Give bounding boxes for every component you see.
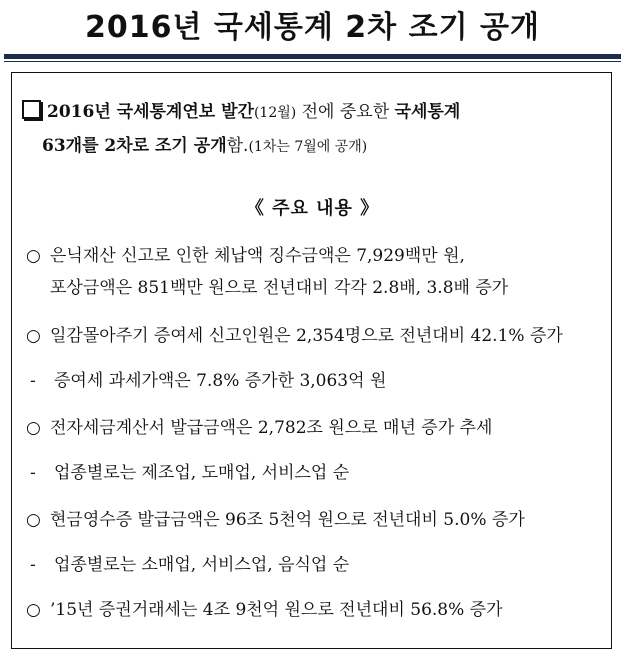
lead-small-1: (12월) (253, 105, 297, 121)
lead-bold-1: 2016년 국세통계연보 발간 (47, 102, 254, 122)
circle-bullet-icon: ○ (26, 418, 41, 438)
bullet-text: 전자세금계산서 발급금액은 2,782조 원으로 매년 증가 추세 (50, 418, 493, 438)
square-bullet-icon (22, 100, 41, 119)
bullet-text-cont: 포상금액은 851백만 원으로 전년대비 각각 2.8배, 3.8배 증가 (50, 278, 509, 298)
lead-line-1 (22, 96, 608, 130)
lead-normal-1: 전에 중요한 (296, 102, 395, 122)
circle-bullet-icon: ○ (26, 326, 41, 346)
circle-bullet-icon: ○ (26, 510, 41, 530)
sub-item (30, 365, 606, 397)
sub-text: 업종별로는 소매업, 서비스업, 음식업 순 (54, 555, 350, 575)
circle-bullet-icon: ○ (26, 246, 41, 266)
lead-normal-2: 함. (226, 136, 249, 156)
page-title: 2016년 국세통계 2차 조기 공개 (85, 10, 540, 45)
lead-paragraph (22, 96, 608, 164)
title-rule-thick (4, 54, 621, 59)
dash-bullet-icon: - (30, 371, 36, 391)
sub-item (30, 457, 606, 489)
lead-bold-2: 국세통계 (394, 102, 461, 122)
bullet-item (26, 412, 606, 444)
bullet-text: 은닉재산 신고로 인한 체납액 징수금액은 7,929백만 원, (50, 246, 465, 266)
dash-bullet-icon: - (30, 555, 36, 575)
sub-item (30, 549, 606, 581)
bullet-item (26, 240, 606, 304)
sub-text: 업종별로는 제조업, 도매업, 서비스업 순 (54, 463, 350, 483)
sub-text: 증여세 과세가액은 7.8% 증가한 3,063억 원 (54, 371, 387, 391)
title-rule-thin (4, 61, 621, 62)
bullet-item (26, 320, 606, 352)
bullet-item (26, 594, 606, 626)
circle-bullet-icon: ○ (26, 600, 41, 620)
dash-bullet-icon: - (30, 463, 36, 483)
bullet-text: 현금영수증 발급금액은 96조 5천억 원으로 전년대비 5.0% 증가 (50, 510, 525, 530)
bullet-item (26, 504, 606, 536)
section-title: 《 주요 내용 》 (245, 198, 380, 219)
lead-line-2 (22, 130, 608, 164)
lead-bold-3: 63개를 2차로 조기 공개 (42, 136, 227, 156)
bullet-text: ’15년 증권거래세는 4조 9천억 원으로 전년대비 56.8% 증가 (50, 600, 503, 620)
lead-small-2: (1차는 7월에 공개) (248, 139, 368, 155)
bullet-text: 일감몰아주기 증여세 신고인원은 2,354명으로 전년대비 42.1% 증가 (50, 326, 563, 346)
